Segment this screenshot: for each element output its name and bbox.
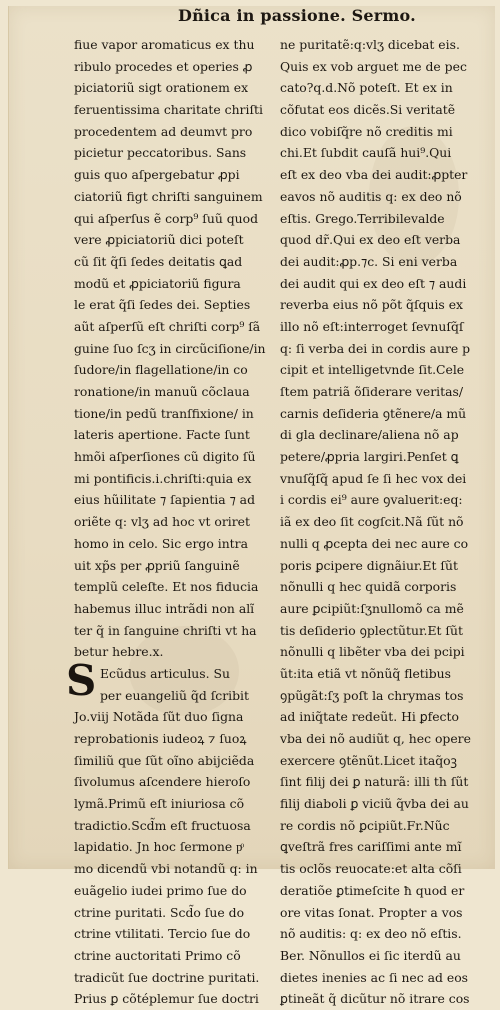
text-line: ne puritatẽ:q:vlʒ dicebat eis.	[280, 37, 460, 52]
text-line: eavos nõ auditis q: ex deo nõ	[280, 188, 462, 204]
section-start	[66, 655, 266, 706]
text-line: lapidatio. Jn hoc ſermone pͦ	[74, 839, 243, 855]
text-line: lateris apertione. Facte ſunt	[74, 427, 250, 443]
text-line: betur hebre.x.	[74, 644, 164, 660]
left-column-lines-continued	[74, 706, 266, 1010]
text-line: q: ſi verba dei in cordis aure p	[280, 340, 471, 356]
text-line: tradicũt ſue doctrine puritati.	[74, 969, 260, 985]
text-line: ribulo procedes et operies ꝓ	[74, 58, 253, 74]
text-line: ctrine puritati. Scd̃o ſue do	[74, 904, 245, 920]
text-line: carnis deſideria ꝯtẽnere/a mũ	[280, 405, 467, 421]
text-line: reverba eius nõ põt q̃ſquis ex	[280, 297, 464, 313]
text-line: Ber. Nõnullos ei ſic iterdũ au	[280, 947, 461, 963]
text-line: ſudore/in flagellatione/in co	[74, 362, 248, 378]
text-line: habemus illuc intrãdi non alĩ	[74, 600, 255, 616]
drop-cap-lines	[74, 663, 266, 706]
text-line: uit xp̃s per ꝓpriũ ſanguinẽ	[74, 557, 240, 573]
text-line: deratiõe ꝑtimeſcite ħ quod er	[280, 882, 465, 898]
text-line: cũ ſit q̃ſi ſedes deitatis ꝗad	[74, 253, 243, 269]
text-line: exercere ꝯtẽnũt.Licet itaq̃oꝫ	[280, 752, 457, 768]
text-line: Prius ꝑ cõtéplemur ſue doctri	[74, 991, 259, 1007]
text-line: qui aſperſus ẽ corp⁹ ſuũ quod	[74, 210, 259, 226]
text-line: vere ꝓpiciatoriũ dici poteſt	[74, 232, 244, 248]
text-line: dietes inenies ac ſi nec ad eos	[280, 969, 469, 985]
text-line: ꝑtineãt q̃ dicũtur nõ itrare cos	[280, 991, 470, 1007]
text-line: lymã.Primũ eſt iniuriosa cõ	[74, 796, 245, 812]
text-line: procedentem ad deumvt pro	[74, 123, 253, 139]
drop-cap: S	[66, 655, 97, 705]
text-line: dico vobiſq̃re nõ creditis mi	[280, 123, 453, 139]
text-line: ſint filij dei ꝑ naturã: illi th ſũt	[280, 774, 469, 790]
text-line: fiue vapor aromaticus ex thu	[74, 37, 255, 52]
text-line: eius hũilitate ⁊ ſapientia ⁊ ad	[74, 492, 256, 508]
text-line: le erat q̃ſi ſedes dei. Septies	[74, 297, 251, 313]
text-line: ctrine vtilitati. Tercio ſue do	[74, 926, 251, 942]
text-line: modũ et ꝓpiciatoriũ figura	[74, 275, 241, 291]
text-line: per euangeliũ q̃d ſcribit	[100, 687, 250, 703]
text-line: vnuſq̃ſq̃ apud ſe ſi hec vox dei	[280, 470, 467, 486]
text-line: eſtis. Grego.Terribilevalde	[280, 210, 445, 226]
text-line: templũ celeſte. Et nos fiducia	[74, 579, 259, 595]
text-line: quod dr̃.Qui ex deo eſt verba	[280, 232, 461, 248]
right-column-lines	[280, 34, 472, 1010]
text-line: ter q̃ in ſanguine chriſti vt ha	[74, 622, 257, 638]
text-line: petere/ꝓpria largiri.Penſet ꝗ	[280, 449, 459, 465]
left-column	[66, 34, 266, 1007]
text-line: re cordis nõ ꝑcipiũt.Fr.Nũc	[280, 817, 450, 833]
text-line: di gla declinare/aliena nõ ap	[280, 427, 459, 443]
text-line: Jo.viij Notãda ſũt duo ſigna	[74, 709, 244, 725]
text-line: dei audit:ꝓp.⁊c. Si eni verba	[280, 253, 458, 269]
text-line: hmõi aſperſiones cũ digito ſũ	[74, 449, 256, 465]
text-line: nõnulli q libẽter vba dei pcipi	[280, 644, 465, 660]
text-line: nõnulli q hec quidã corporis	[280, 579, 457, 595]
text-line: dei audit qui ex deo eſt ⁊ audi	[280, 275, 467, 291]
left-column-lines	[74, 34, 266, 663]
text-line: ꝯpũgãt:ſʒ poſt la chrymas tos	[280, 687, 464, 703]
text-line: cipit et intelligetvnde ſit.Cele	[280, 362, 465, 378]
text-line: mo dicendũ vbi notandũ q: in	[74, 861, 258, 877]
text-line: ſtem patriã õſiderare veritas/	[280, 384, 463, 399]
text-line: picietur peccatoribus. Sans	[74, 145, 247, 161]
text-line: aure ꝑcipiũt:ſʒnullomõ ca mẽ	[280, 600, 464, 616]
text-line: ad iniq̃tate redeũt. Hi ꝑfecto	[280, 709, 459, 725]
text-line: guis quo aſpergebatur ꝓpi	[74, 167, 240, 183]
text-line: cato?q.d.Nõ poteſt. Et ex in	[280, 80, 453, 96]
text-line: i cordis ei⁹ aure ꝯvaluerit:eq:	[280, 492, 463, 508]
text-line: aũt aſperſũ eſt chriſti corp⁹ ſã	[74, 318, 261, 334]
text-line: ſimiliũ que ſũt oĩno abijciẽda	[74, 752, 255, 768]
text-line: euãgelio iudei primo ſue do	[74, 882, 247, 898]
text-line: tione/in pedũ tranſfixione/ in	[74, 405, 254, 421]
text-line: Quis ex vob arguet me de pec	[280, 58, 467, 74]
text-line: ctrine auctoritati Primo cõ	[74, 947, 241, 963]
text-line: nõ auditis: q: ex deo nõ eſtis.	[280, 926, 462, 942]
text-line: eſt ex deo vba dei audit:ꝓpter	[280, 167, 468, 183]
text-line: iã ex deo ſit cogſcit.Nã ſũt nõ	[280, 514, 464, 530]
text-line: ꝗveſtrã fres cariſſimi ante mĩ	[280, 839, 462, 855]
text-line: ronatione/in manuũ cõclaua	[74, 384, 250, 399]
text-line: poris ꝑcipere dignãiur.Et ſũt	[280, 557, 458, 573]
text-line: tis deſiderio ꝯplectũtur.Et ſũt	[280, 622, 463, 638]
text-line: ſivolumus aſcendere hieroſo	[74, 774, 251, 790]
text-line: illo nõ eſt:interroget ſevnuſq̃ſ	[280, 318, 464, 334]
text-line: ciatoriũ figt chriſti sanguinem	[74, 188, 263, 204]
text-line: guine ſuo ſcʒ in circũciſione/in	[74, 340, 266, 356]
text-line: ore vitas ſonat. Propter a vos	[280, 904, 463, 920]
text-line: ũt:ita etiã vt nõnũq̃ fletibus	[280, 665, 452, 681]
text-line: chi.Et ſubdit cauſã hui⁹.Qui	[280, 145, 452, 161]
text-line: feruentissima charitate chriſti	[74, 102, 263, 118]
text-line: tradictio.Scd̃m eſt fructuosa	[74, 817, 251, 833]
text-line: vba dei nõ audiũt q, hec opere	[280, 731, 471, 746]
text-line: oriẽte q: vlʒ ad hoc vt oriret	[74, 514, 250, 530]
text-line: Ecũdus articulus. Su	[100, 665, 230, 681]
text-line: reprobationis iudeoꝝ ⁊ ſuoꝝ	[74, 731, 247, 746]
text-line: piciatoriũ sigt orationem ex	[74, 80, 249, 96]
text-line: filij diaboli ꝑ viciũ q̃vba dei au	[280, 796, 469, 812]
running-header: Dñica in passione. Sermo.	[178, 6, 416, 25]
text-line: homo in celo. Sic ergo intra	[74, 535, 248, 551]
right-column	[280, 34, 472, 1007]
text-line: cõfutat eos dicẽs.Si veritatẽ	[280, 102, 456, 118]
text-line: nulli q ꝓcepta dei nec aure co	[280, 535, 469, 551]
text-line: mi pontificis.i.chriſti:quia ex	[74, 470, 252, 486]
text-line: tis oclõs reuocate:et alta cõſi	[280, 861, 462, 877]
